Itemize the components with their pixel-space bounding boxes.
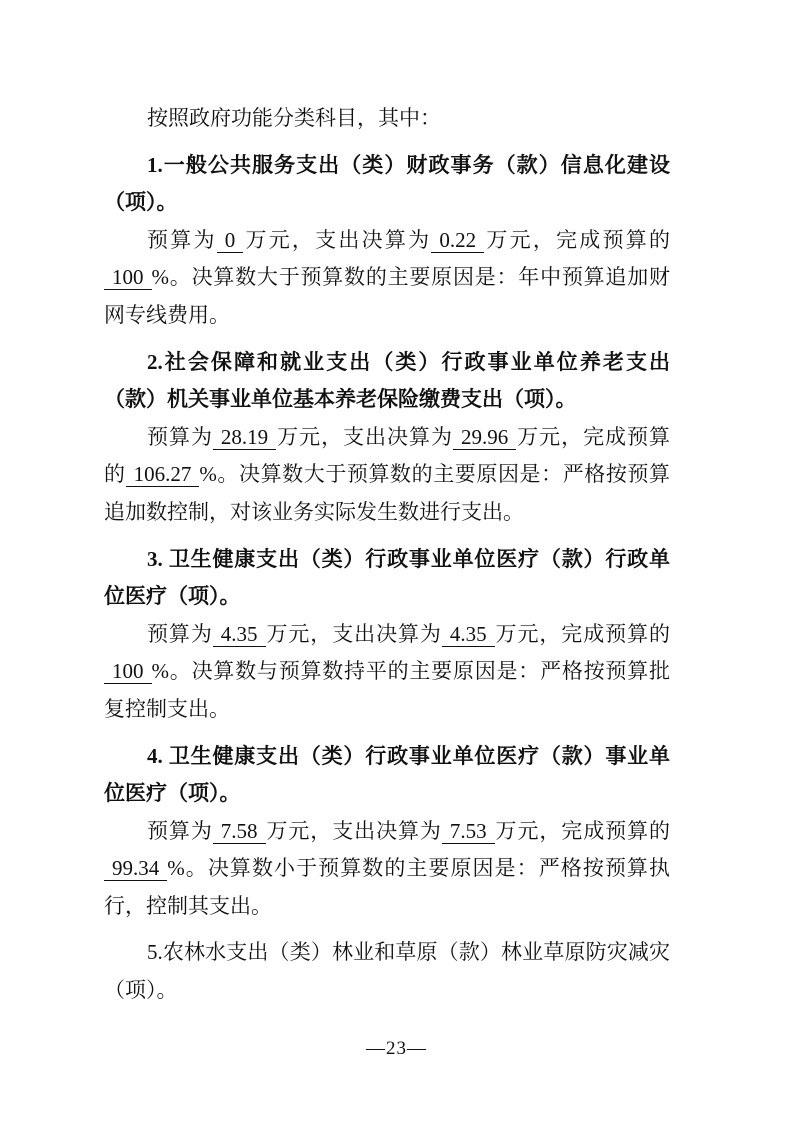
final-mid-label: 万元，支出决算为 <box>243 227 432 252</box>
final-value: 7.53 <box>442 819 495 844</box>
budget-prefix-label: 预算为 <box>147 227 217 252</box>
page-number: —23— <box>366 1038 427 1059</box>
section-1-detail <box>104 222 670 335</box>
reason-text: 决算数大于预算数的主要原因是：年中预算追加财网专线费用。 <box>104 265 670 327</box>
budget-prefix-label: 预算为 <box>147 424 213 449</box>
final-value: 4.35 <box>442 622 495 647</box>
percent-suffix-label: %。 <box>167 856 208 881</box>
final-mid-label: 万元，支出决算为 <box>265 621 442 646</box>
section-3-heading: 3. 卫生健康支出（类）行政事业单位医疗（款）行政单位医疗（项）。 <box>104 546 670 609</box>
percent-value: 106.27 <box>126 462 200 487</box>
section-1-heading: 1.一般公共服务支出（类）财政事务（款）信息化建设（项）。 <box>104 152 670 215</box>
section-4-detail <box>104 813 670 926</box>
budget-value: 7.58 <box>213 819 266 844</box>
percent-value: 100 <box>104 659 152 684</box>
final-mid-label: 万元，支出决算为 <box>276 424 453 449</box>
document-body <box>104 100 670 1010</box>
percent-mid-label: 万元，完成预算的 <box>484 227 671 252</box>
percent-suffix-label: %。 <box>151 659 192 684</box>
percent-mid-label: 万元，完成预算的 <box>494 818 671 843</box>
percent-value: 100 <box>104 265 152 290</box>
budget-prefix-label: 预算为 <box>147 818 213 843</box>
reason-text: 决算数小于预算数的主要原因是：严格按预算执行，控制其支出。 <box>104 856 670 918</box>
final-value: 0.22 <box>431 228 484 253</box>
percent-value: 99.34 <box>104 856 167 881</box>
intro-paragraph: 按照政府功能分类科目，其中： <box>147 106 441 130</box>
budget-prefix-label: 预算为 <box>147 621 213 646</box>
percent-suffix-label: %。 <box>151 265 192 290</box>
percent-mid-label: 万元，完成预算的 <box>494 621 671 646</box>
budget-value: 4.35 <box>213 622 266 647</box>
final-mid-label: 万元，支出决算为 <box>265 818 442 843</box>
reason-text: 决算数大于预算数的主要原因是：严格按预算追加数控制，对该业务实际发生数进行支出。 <box>104 462 671 524</box>
section-2-detail <box>104 419 670 532</box>
budget-value: 0 <box>217 228 244 253</box>
percent-suffix-label: %。 <box>199 462 239 487</box>
section-5-heading: 5.农林水支出（类）林业和草原（款）林业草原防灾减灾（项）。 <box>104 940 670 1003</box>
budget-value: 28.19 <box>213 425 276 450</box>
percent-mid-label: 万元，完成预算的 <box>104 424 671 487</box>
section-2-heading: 2.社会保障和就业支出（类）行政事业单位养老支出（款）机关事业单位基本养老保险缴费支出（项）。 <box>104 349 670 412</box>
reason-text: 决算数与预算数持平的主要原因是：严格按预算批复控制支出。 <box>104 659 670 721</box>
section-3-detail <box>104 616 670 729</box>
section-4-heading: 4. 卫生健康支出（类）行政事业单位医疗（款）事业单位医疗（项）。 <box>104 743 670 806</box>
final-value: 29.96 <box>453 425 516 450</box>
